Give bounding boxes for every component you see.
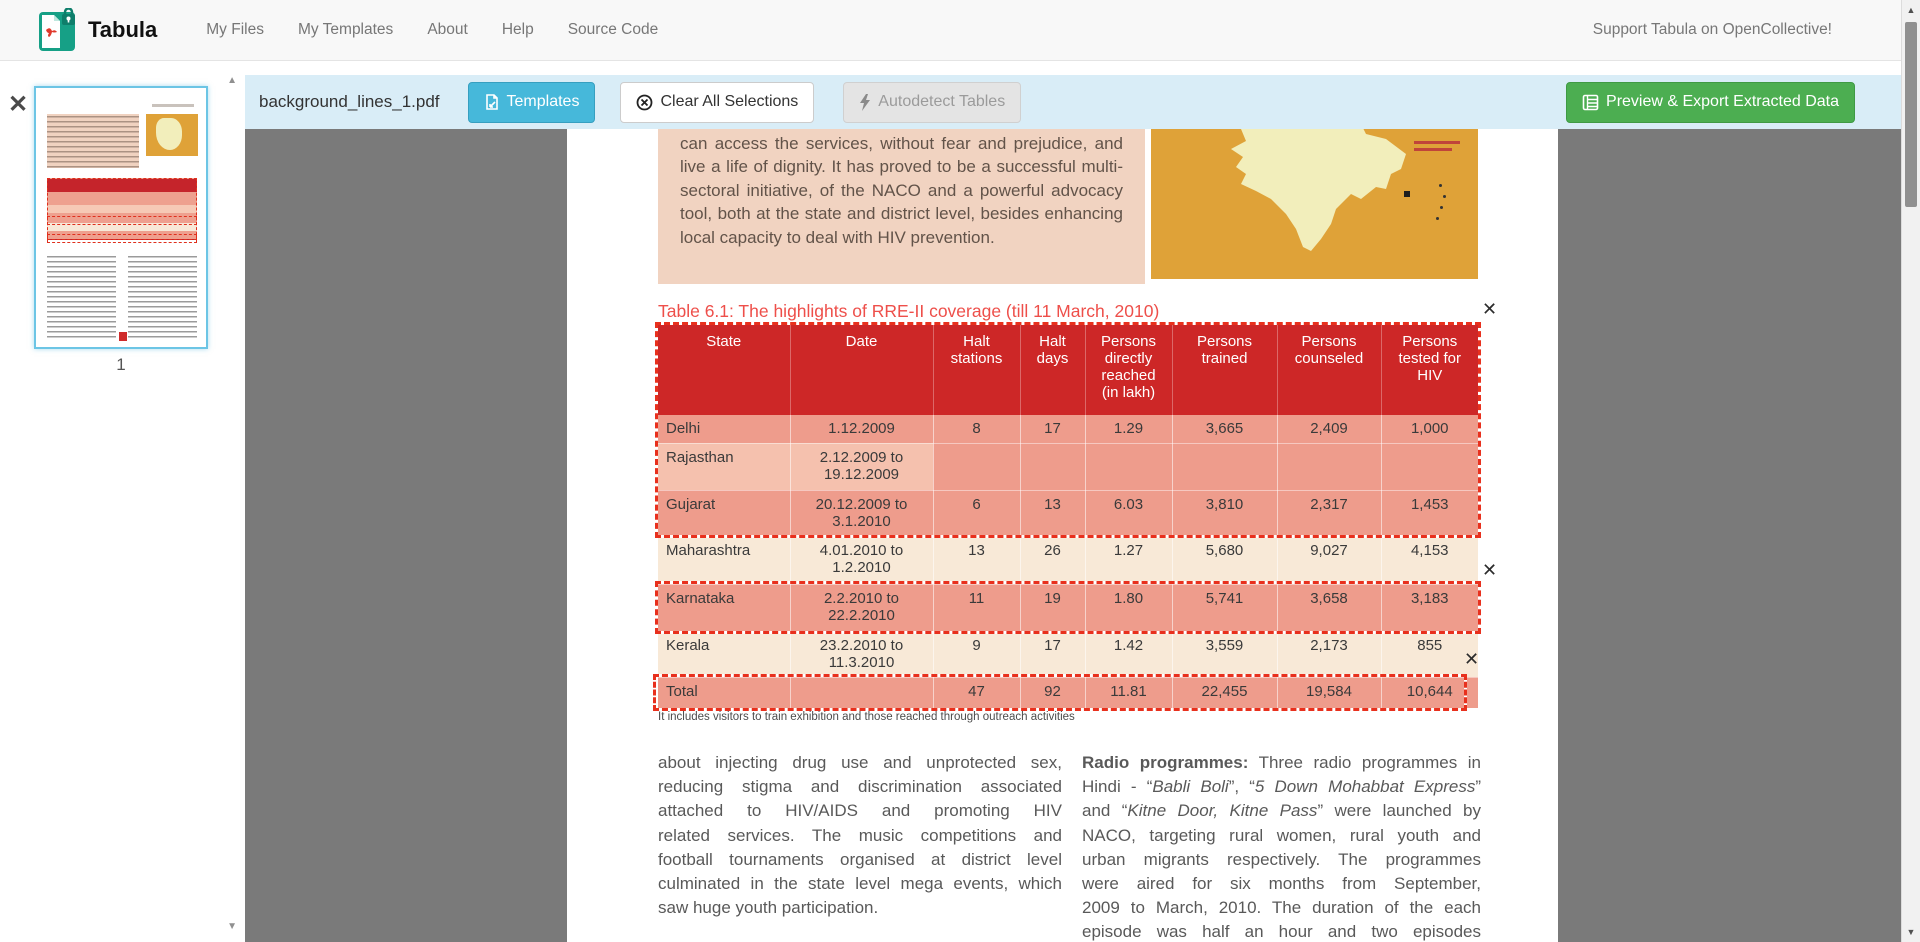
table-cell: 3,665 [1172,415,1277,443]
table-cell: 6 [933,490,1020,536]
thumb-selection [47,216,197,225]
intro-paragraph: can access the services, without fear and prejudice, and live a life of dignity. It has proved to be a successful multi- sectoral initiative, of the NACO and a powerful advocacy tool, both at the state and district level, besides enhancing local capacity to deal with HIV prevention. [658,129,1145,284]
thumb-page-marker [119,332,127,341]
table-cell: 5,741 [1172,584,1277,631]
body-text-right-column: Radio programmes: Three radio programmes in Hindi - “Babli Boli”, “5 Down Mohabbat Express” and “Kitne Door, Kitne Pass” were launched by NACO, targeting rural women, rural youth and urban migrants respectively. The programmes were aired for six months from September, 2009 to March, 2010. The duration of the each episode was half an hour and two episodes [1082,753,1482,942]
thumb-text-column [47,256,116,340]
table-cell: 2,409 [1277,415,1381,443]
map-caption-line [1414,148,1452,151]
table-cell: 3,183 [1381,584,1478,631]
table-cell: 2,317 [1277,490,1381,536]
table-cell: Rajasthan [658,443,790,490]
clear-all-selections-button[interactable] [620,82,814,123]
autodetect-tables-button[interactable] [843,82,1021,123]
table-cell: 20.12.2009 to 3.1.2010 [790,490,933,536]
export-button-label: Preview & Export Extracted Data [1606,93,1839,110]
table-cell: Kerala [658,631,790,677]
col-header-halt-stations: Halt stations [933,325,1020,415]
autodetect-button-label: Autodetect Tables [878,93,1006,110]
table-cell: 19 [1020,584,1085,631]
body-text-left-column: about injecting drug use and unprotected sex, reducing stigma and discrimination associated attached to HIV/AIDS and promoting HIV related services. The music competitions and football tournaments organised at district level culminated in the state level mega events, which saw huge youth participation. [658,753,1062,918]
table-cell: 17 [1020,415,1085,443]
table-cell: 3,559 [1172,631,1277,677]
table-cell: 4,153 [1381,536,1478,584]
table-cell: 6.03 [1085,490,1172,536]
table-cell: 1.12.2009 [790,415,933,443]
brand-name: Tabula [88,17,158,42]
thumb-text-column [128,256,197,340]
table-cell: 47 [933,677,1020,708]
selection-3-close-icon[interactable]: ✕ [1464,649,1480,670]
table-cell: Maharashtra [658,536,790,584]
table-cell: Karnataka [658,584,790,631]
table-cell: 2.12.2009 to 19.12.2009 [790,443,933,490]
table-cell: 9 [933,631,1020,677]
workspace-background [245,129,1901,942]
table-title: Table 6.1: The highlights of RRE-II coverage (till 11 March, 2010) [658,301,1160,321]
thumb-header-line [152,104,194,107]
table-cell: 19,584 [1277,677,1381,708]
templates-button[interactable] [468,82,596,123]
table-cell: 1,000 [1381,415,1478,443]
col-header-persons-counseled: Persons counseled [1277,325,1381,415]
selection-box-3[interactable] [653,674,1467,711]
table-cell: 13 [933,536,1020,584]
tabula-logo-icon [38,8,78,52]
thumb-map [146,114,198,156]
selection-1-close-icon[interactable]: ✕ [1482,299,1498,320]
table-cell: 11 [933,584,1020,631]
scrollbar-thumb[interactable] [1905,22,1917,207]
table-cell: 1.42 [1085,631,1172,677]
col-header-halt-days: Halt days [1020,325,1085,415]
col-header-state: State [658,325,790,415]
scrollbar-up-icon[interactable]: ▲ [1906,5,1916,15]
table-cell: 26 [1020,536,1085,584]
thumb-pink-paragraph [47,114,139,168]
map-island-dot [1440,206,1443,209]
table-cell: 10,644 [1381,677,1478,708]
nav-item-my-files[interactable]: My Files [206,21,264,38]
page-thumbnail-sidebar [0,61,245,942]
map-legend-square [1404,191,1410,197]
col-header-persons-trained: Persons trained [1172,325,1277,415]
table-cell: 2.2.2010 to 22.2.2010 [790,584,933,631]
support-link[interactable]: Support Tabula on OpenCollective! [1592,21,1832,38]
table-cell: 1.29 [1085,415,1172,443]
table-row-kerala [658,631,1478,677]
table-cell: 1.80 [1085,584,1172,631]
nav-item-help[interactable]: Help [501,21,534,38]
document-filename: background_lines_1.pdf [259,92,440,111]
table-cell: 23.2.2010 to 11.3.2010 [790,631,933,677]
col-header-date: Date [790,325,933,415]
table-cell: 3,810 [1172,490,1277,536]
map-island-dot [1443,195,1446,198]
col-header-persons-tested: Persons tested for HIV [1381,325,1478,415]
clear-button-label: Clear All Selections [660,93,799,110]
table-cell: 8 [933,415,1020,443]
india-map-image [1151,129,1478,279]
col-header-persons-reached: Persons directly reached (in lakh) [1085,325,1172,415]
nav-links [189,21,675,39]
table-cell: 22,455 [1172,677,1277,708]
sidebar-scroll-down-icon[interactable]: ▼ [227,921,237,932]
table-export-icon [1582,94,1599,111]
window-scrollbar[interactable] [1901,0,1920,942]
table-cell: 855 [1381,631,1478,677]
map-island-dot [1439,184,1442,187]
sidebar-scroll-up-icon[interactable]: ▲ [227,75,237,86]
pdf-page-canvas[interactable] [567,129,1558,942]
table-cell: 4.01.2010 to 1.2.2010 [790,536,933,584]
table-cell: Delhi [658,415,790,443]
scrollbar-down-icon[interactable]: ▼ [1906,927,1916,937]
table-cell: 5,680 [1172,536,1277,584]
lightning-bolt-icon [859,94,871,111]
selection-box-1[interactable] [655,322,1481,538]
nav-item-source-code[interactable]: Source Code [567,21,659,38]
table-footnote: It includes visitors to train exhibition and those reached through outreach activities [658,711,1075,723]
thumb-table [47,178,197,240]
table-cell: 2,173 [1277,631,1381,677]
table-cell: 92 [1020,677,1085,708]
table-cell: 3,658 [1277,584,1381,631]
table-cell: Gujarat [658,490,790,536]
table-cell: 17 [1020,631,1085,677]
nav-item-about[interactable]: About [427,21,468,38]
table-row-maharashtra [658,536,1478,584]
top-navbar [0,0,1920,61]
thumbnail-page-number: 1 [116,355,126,374]
table-cell: Total [658,677,790,708]
map-island-dot [1436,217,1439,220]
page-thumbnail[interactable] [34,86,208,349]
template-icon [484,94,500,110]
nav-item-my-templates[interactable]: My Templates [297,21,394,38]
remove-page-icon[interactable]: ✕ [8,91,29,118]
table-cell: 1.27 [1085,536,1172,584]
tabula-brand[interactable] [38,8,157,52]
preview-export-button[interactable] [1566,82,1855,123]
selection-box-2[interactable] [655,581,1481,634]
selection-2-close-icon[interactable]: ✕ [1482,560,1498,581]
table-cell: 9,027 [1277,536,1381,584]
table-cell: 1,453 [1381,490,1478,536]
table-cell: 11.81 [1085,677,1172,708]
thumb-selection [47,234,197,243]
templates-button-label: Templates [506,93,580,110]
document-toolbar [245,75,1901,129]
map-caption-line [1414,141,1460,144]
table-cell: 13 [1020,490,1085,536]
clear-circle-x-icon [636,94,653,111]
